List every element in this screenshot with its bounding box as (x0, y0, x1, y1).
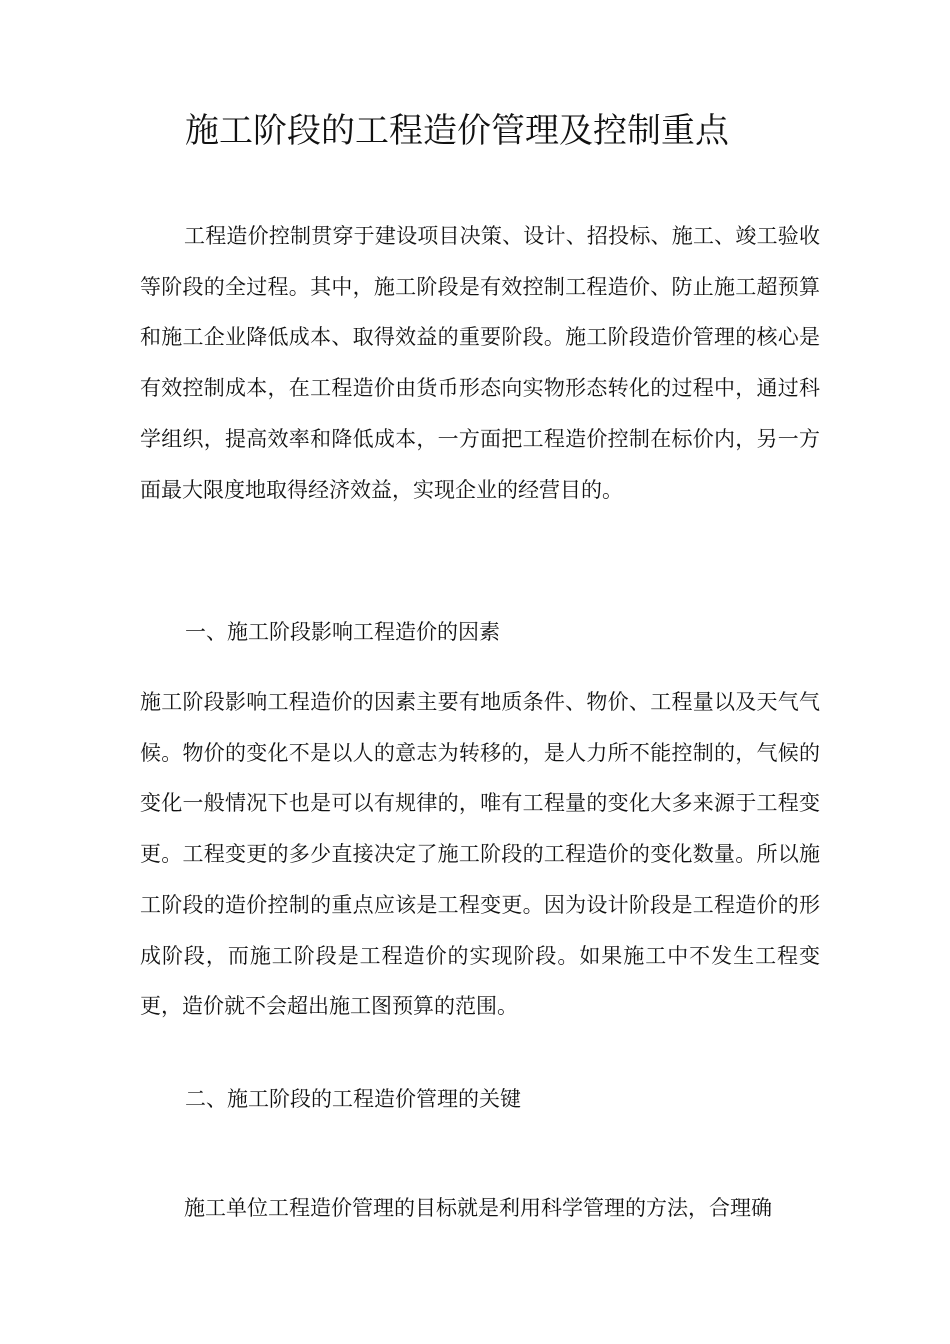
section-2-paragraph: 施工单位工程造价管理的目标就是利用科学管理的方法，合理确 (184, 1196, 772, 1220)
intro-paragraph: 工程造价控制贯穿于建设项目决策、设计、招投标、施工、竣工验收等阶段的全过程。其中，施工阶段是有效控制工程造价、防止施工超预算和施工企业降低成本、取得效益的重要阶段。施工阶段造价管理的核心是有效控制成本，在工程造价由货币形态向实物形态转化的过程中，通过科学组织，提高效率和降低成本，一方面把工程造价控制在标价内，另一方面最大限度地取得经济效益，实现企业的经营目的。 (140, 224, 820, 502)
section-1-paragraph: 施工阶段影响工程造价的因素主要有地质条件、物价、工程量以及天气气候。物价的变化不是以人的意志为转移的，是人力所不能控制的，气候的变化一般情况下也是可以有规律的，唯有工程量的变化大多来源于工程变更。工程变更的多少直接决定了施工阶段的工程造价的变化数量。所以施工阶段的造价控制的重点应该是工程变更。因为设计阶段是工程造价的形成阶段，而施工阶段是工程造价的实现阶段。如果施工中不发生工程变更，造价就不会超出施工图预算的范围。 (140, 690, 820, 1019)
document-title: 施工阶段的工程造价管理及控制重点 (185, 111, 729, 151)
section-heading-1: 一、施工阶段影响工程造价的因素 (185, 620, 500, 644)
section-heading-2: 二、施工阶段的工程造价管理的关键 (185, 1087, 521, 1111)
